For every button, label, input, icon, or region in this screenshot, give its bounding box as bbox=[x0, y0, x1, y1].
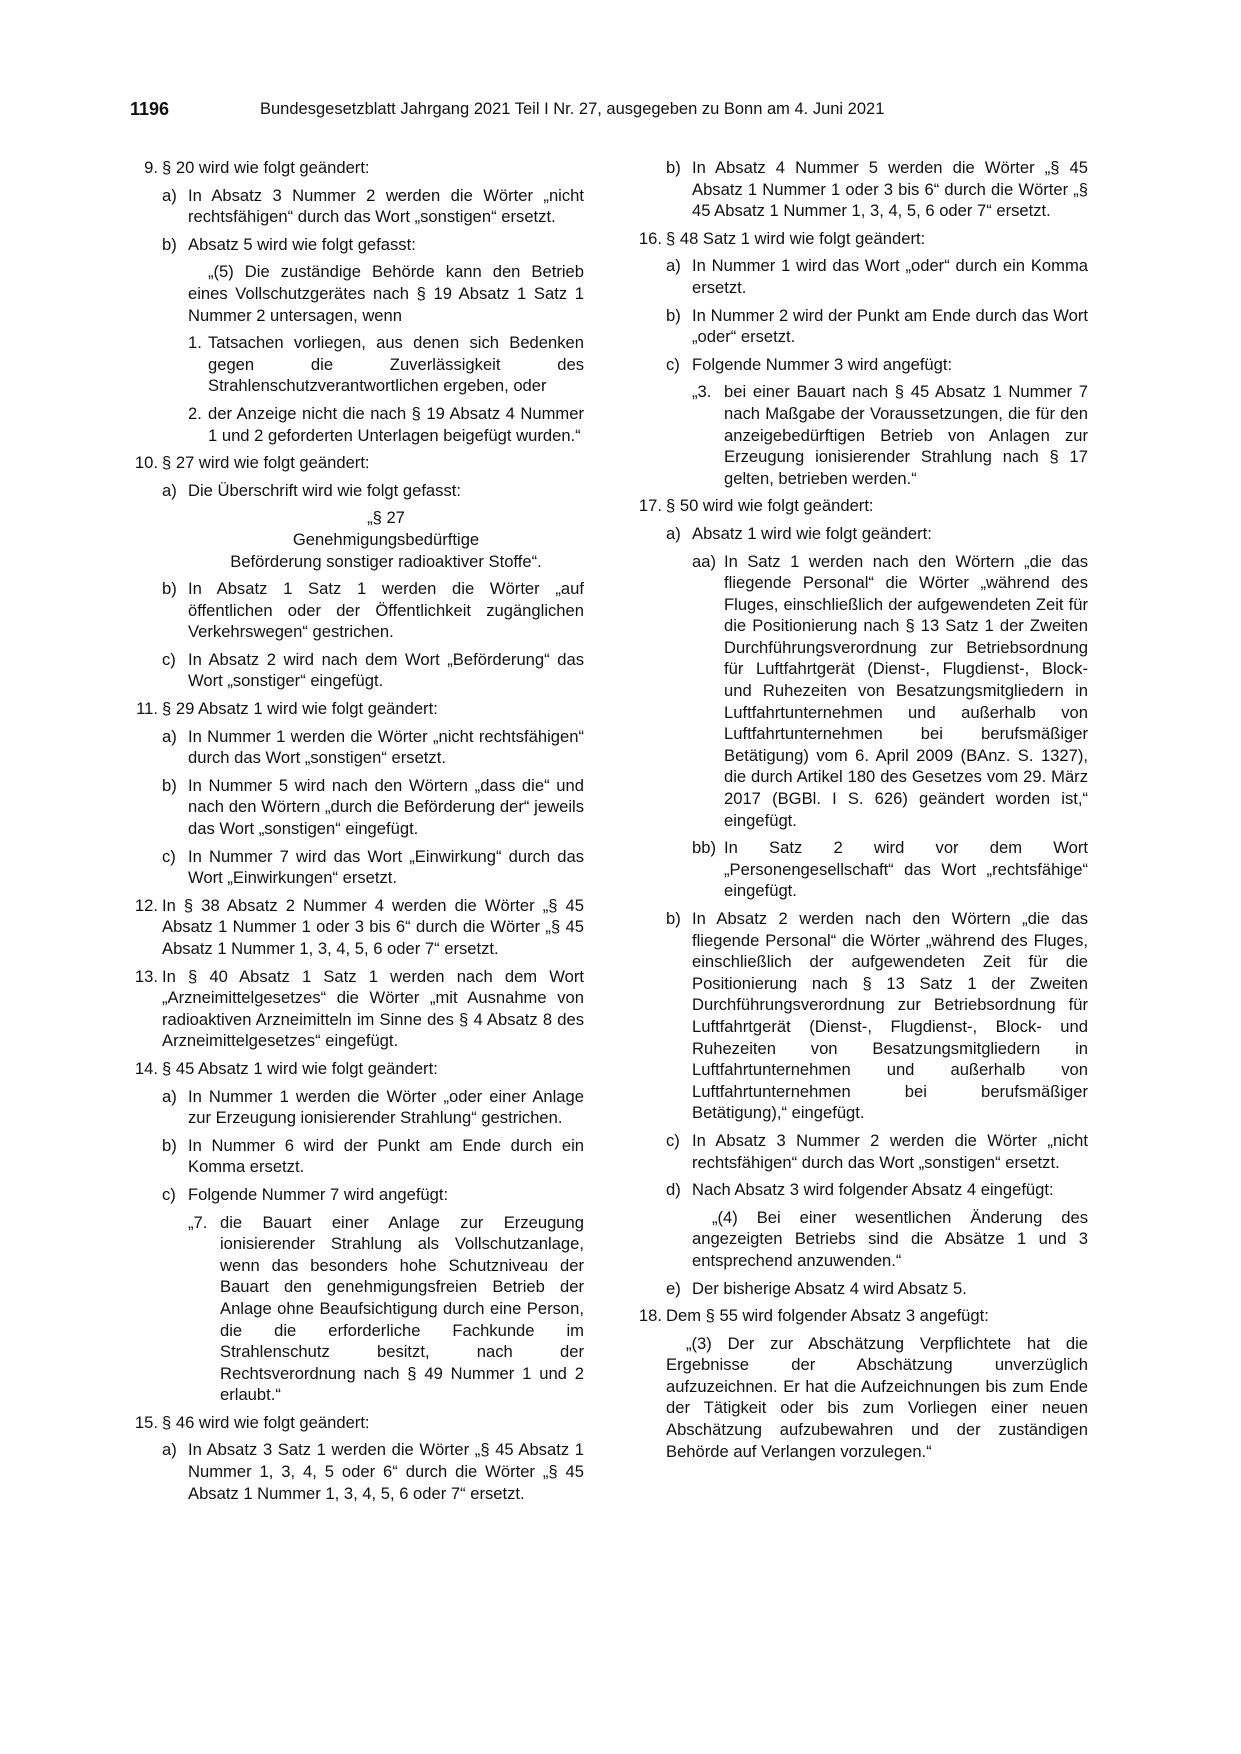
item-text: In § 38 Absatz 2 Nummer 4 werden die Wörter „§ 45 Absatz 1 Nummer 1 oder 3 bis 6“ durch die Wörter „§ 45 Absatz 1 Nummer 1, 3, 4, 5, 6 oder 7“ ersetzt. bbox=[162, 895, 584, 958]
item-14 bbox=[130, 1058, 584, 1080]
sub-a bbox=[162, 1086, 584, 1129]
item-number: 16. bbox=[638, 228, 662, 248]
item-number: 14. bbox=[134, 1058, 158, 1078]
sub-c bbox=[162, 846, 584, 889]
sub-a bbox=[162, 726, 584, 769]
item-15-cont bbox=[634, 157, 1088, 222]
sub-text: In Absatz 2 werden nach den Wörtern „die das fliegende Personal“ die Wörter „während des Fluges, einschließlich der aufgewendeten Zeit für die Positionierung nach § 13 Satz 1 der Zweiten Durchführungsverordnung zur Betriebsordnung für Luftfahrtgerät (Dienst-, Flugdienst-, Block- und Ruhezeiten von Besatzungsmitgliedern in Luftfahrtunternehmen und außerhalb von Luftfahrtunternehmen bei berufsmäßiger Betätigung),“ eingefügt. bbox=[692, 909, 1088, 1123]
list-label: 2. bbox=[188, 403, 202, 423]
item-11 bbox=[130, 698, 584, 720]
subsub-label: bb) bbox=[692, 838, 716, 858]
sub-a bbox=[162, 1439, 584, 1504]
item-number: 10. bbox=[134, 453, 158, 473]
item-18-quote bbox=[634, 1333, 1088, 1463]
list-label: 1. bbox=[188, 333, 202, 353]
sub-label: a) bbox=[162, 1086, 177, 1106]
sub-c bbox=[666, 354, 1088, 376]
sub-b bbox=[162, 1135, 584, 1178]
list-text: die Bauart einer Anlage zur Erzeugung ionisierender Strahlung als Vollschutzanlage, wenn das besonders hohe Schutzniveau der Bauart den genehmigungsfreien Betrieb der Anlage ohne Beaufsichtigung durch eine Person, die die erforderliche Fachkunde im Strahlenschutz besitzt, nach der Rechtsverordnung nach § 49 Nummer 1 und 2 erlaubt.“ bbox=[220, 1212, 584, 1405]
sub-text: In Absatz 3 Nummer 2 werden die Wörter „nicht rechtsfähigen“ durch das Wort „sonstigen“ ersetzt. bbox=[692, 1130, 1088, 1172]
sub-label: c) bbox=[162, 1184, 176, 1204]
sub-a bbox=[666, 255, 1088, 298]
sub-text: In Absatz 3 Nummer 2 werden die Wörter „nicht rechtsfähigen“ durch das Wort „sonstigen“ ersetzt. bbox=[188, 185, 584, 227]
sub-text: In Absatz 1 Satz 1 werden die Wörter „auf öffentlichen oder der Öffentlichkeit zugänglichen Verkehrswegen“ gestrichen. bbox=[188, 579, 584, 642]
sub-text: In Nummer 5 wird nach den Wörtern „dass die“ und nach den Wörtern „durch die Beförderung der“ jeweils das Wort „sonstigen“ eingefügt. bbox=[188, 775, 584, 839]
sub-label: e) bbox=[666, 1278, 681, 1298]
subsub-bb bbox=[692, 837, 1088, 902]
item-17 bbox=[634, 495, 1088, 517]
item-number: 18. bbox=[638, 1306, 662, 1326]
sub-text: Die Überschrift wird wie folgt gefasst: bbox=[188, 480, 461, 500]
left-column bbox=[130, 157, 584, 1510]
sub-label: b) bbox=[162, 775, 177, 795]
item-18 bbox=[634, 1305, 1088, 1327]
sub-label: a) bbox=[162, 726, 177, 746]
subsub-text: In Satz 2 wird vor dem Wort „Personengesellschaft“ das Wort „rechtsfähige“ eingefügt. bbox=[724, 838, 1088, 901]
item-12 bbox=[130, 895, 584, 960]
quote-list-item bbox=[188, 332, 584, 397]
sub-label: c) bbox=[666, 1130, 680, 1150]
list-label: „7. bbox=[188, 1212, 208, 1232]
subsub-aa bbox=[692, 551, 1088, 832]
quote-list-item bbox=[188, 403, 584, 446]
sub-text: Nach Absatz 3 wird folgender Absatz 4 eingefügt: bbox=[692, 1180, 1054, 1200]
item-text: In § 40 Absatz 1 Satz 1 werden nach dem Wort „Arzneimittelgesetzes“ die Wörter „mit Ausnahme von radioaktiven Arzneimitteln im Sinne des § 4 Absatz 8 des Arzneimittelgesetzes“ eingefügt. bbox=[162, 966, 584, 1051]
item-10 bbox=[130, 452, 584, 474]
sub-text: In Absatz 2 wird nach dem Wort „Beförderung“ das Wort „sonstiger“ eingefügt. bbox=[188, 649, 584, 691]
item-number: 12. bbox=[134, 895, 158, 915]
sub-text: Folgende Nummer 7 wird angefügt: bbox=[188, 1184, 449, 1204]
quote-text: „(3) Der zur Abschätzung Verpflichtete hat die Ergebnisse der Abschätzung unverzüglich aufzuzeichnen. Er hat die Aufzeichnungen bis zum Ende der Tätigkeit oder bis zum Vorliegen einer neuen Abschätzung aufzubewahren und der zuständigen Behörde auf Verlangen vorzulegen.“ bbox=[666, 1333, 1088, 1461]
sub-label: a) bbox=[162, 1440, 177, 1460]
item-text: § 29 Absatz 1 wird wie folgt geändert: bbox=[162, 699, 438, 719]
sub-text: Folgende Nummer 3 wird angefügt: bbox=[692, 354, 953, 374]
item-number: 13. bbox=[134, 966, 158, 986]
sub-label: a) bbox=[162, 480, 177, 500]
sub-b bbox=[162, 578, 584, 643]
list-text: Tatsachen vorliegen, aus denen sich Bedenken gegen die Zuverlässigkeit des Strahlenschutzverantwortlichen ergeben, oder bbox=[208, 333, 584, 396]
list-label: „3. bbox=[692, 382, 712, 402]
sub-c bbox=[162, 1184, 584, 1206]
sub-b bbox=[666, 305, 1088, 348]
sub-label: b) bbox=[666, 909, 681, 928]
item-text: § 46 wird wie folgt geändert: bbox=[162, 1412, 370, 1432]
item-text: § 27 wird wie folgt geändert: bbox=[162, 453, 370, 473]
item-number: 15. bbox=[134, 1412, 158, 1432]
quote-block bbox=[666, 1207, 1088, 1272]
item-16 bbox=[634, 228, 1088, 250]
sub-a bbox=[162, 480, 584, 502]
page-number: 1196 bbox=[130, 99, 170, 119]
sub-text: In Nummer 1 werden die Wörter „oder einer Anlage zur Erzeugung ionisierender Strahlung“ gestrichen. bbox=[188, 1086, 584, 1128]
sub-label: b) bbox=[162, 234, 177, 254]
subsub-block bbox=[666, 551, 1088, 903]
quote-block bbox=[162, 261, 584, 446]
subsub-text: In Satz 1 werden nach den Wörtern „die das fliegende Personal“ die Wörter „während des Fluges, einschließlich der aufgewendeten Zeit für die Positionierung nach § 13 Satz 1 der Zweiten Durchführungsverordnung zur Betriebsordnung für Luftfahrtgerät (Dienst-, Flugdienst-, Block- und Ruhezeiten von Besatzungsmitgliedern in Luftfahrtunternehmen und außerhalb von Luftfahrtunternehmen bei berufsmäßiger Betätigung) vom 6. April 2009 (BAnz. S. 1327), die durch Artikel 180 des Gesetzes vom 29. März 2017 (BGBl. I S. 626) geändert worden ist,“ eingefügt. bbox=[724, 551, 1088, 830]
sub-a bbox=[162, 185, 584, 228]
sub-label: d) bbox=[666, 1180, 681, 1200]
sub-label: b) bbox=[162, 579, 177, 599]
sub-label: a) bbox=[666, 256, 681, 276]
sub-text: In Nummer 7 wird das Wort „Einwirkung“ durch das Wort „Einwirkungen“ ersetzt. bbox=[188, 846, 584, 888]
item-11-subs bbox=[130, 726, 584, 889]
item-9 bbox=[130, 157, 584, 179]
sub-text: In Absatz 4 Nummer 5 werden die Wörter „§ 45 Absatz 1 Nummer 1 oder 3 bis 6“ durch die Wörter „§ 45 Absatz 1 Nummer 1, 3, 4, 5, 6 oder 7“ ersetzt. bbox=[692, 158, 1088, 221]
sub-d bbox=[666, 1179, 1088, 1201]
sub-text: In Nummer 1 werden die Wörter „nicht rechtsfähigen“ durch das Wort „sonstigen“ ersetzt. bbox=[188, 726, 584, 768]
sub-label: a) bbox=[666, 523, 681, 543]
sub-label: b) bbox=[162, 1135, 177, 1155]
section-heading-quote bbox=[162, 507, 584, 572]
quote-text: „(5) Die zuständige Behörde kann den Betrieb eines Vollschutzgerätes nach § 19 Absatz 1 Satz 1 Nummer 2 untersagen, wenn bbox=[188, 262, 584, 325]
sub-label: b) bbox=[666, 158, 681, 177]
item-9-subs bbox=[130, 185, 584, 447]
sub-text: Absatz 5 wird wie folgt gefasst: bbox=[188, 234, 416, 254]
item-15-subs bbox=[130, 1439, 584, 1504]
sub-b bbox=[162, 775, 584, 840]
sub-text: In Nummer 1 wird das Wort „oder“ durch ein Komma ersetzt. bbox=[692, 256, 1088, 297]
sub-e bbox=[666, 1278, 1088, 1300]
sub-text: In Absatz 3 Satz 1 werden die Wörter „§ 45 Absatz 1 Nummer 1, 3, 4, 5 oder 6“ durch die Wörter „§ 45 Absatz 1 Nummer 1, 3, 4, 5, 6 oder 7“ ersetzt. bbox=[188, 1440, 584, 1503]
sub-text: Der bisherige Absatz 4 wird Absatz 5. bbox=[692, 1278, 967, 1298]
sub-label: a) bbox=[162, 185, 177, 205]
sub-text: In Nummer 2 wird der Punkt am Ende durch das Wort „oder“ ersetzt. bbox=[692, 305, 1088, 347]
item-text: Dem § 55 wird folgender Absatz 3 angefügt: bbox=[666, 1306, 989, 1326]
list-text: bei einer Bauart nach § 45 Absatz 1 Nummer 7 nach Maßgabe der Voraussetzungen, die für den anzeigebedürftigen Betrieb von Anlagen zur Erzeugung ionisierender Strahlung nach § 17 gelten, betrieben werden.“ bbox=[724, 382, 1088, 488]
heading-line: Beförderung sonstiger radioaktiver Stoffe“. bbox=[230, 551, 542, 571]
heading-line: Genehmigungsbedürftige bbox=[292, 529, 480, 549]
right-column bbox=[634, 157, 1088, 1468]
sub-text: In Nummer 6 wird der Punkt am Ende durch ein Komma ersetzt. bbox=[188, 1135, 584, 1177]
item-text: § 50 wird wie folgt geändert: bbox=[666, 496, 874, 516]
item-10-subs bbox=[130, 480, 584, 692]
page-header bbox=[130, 99, 990, 123]
sub-label: b) bbox=[666, 305, 681, 325]
item-text: § 20 wird wie folgt geändert: bbox=[162, 158, 370, 177]
sub-a bbox=[666, 523, 1088, 545]
sub-label: c) bbox=[162, 649, 176, 669]
sub-b bbox=[666, 157, 1088, 222]
list-text: der Anzeige nicht die nach § 19 Absatz 4 Nummer 1 und 2 geforderten Unterlagen beigefügt wurden.“ bbox=[208, 403, 584, 445]
item-17-subs bbox=[634, 523, 1088, 1299]
sub-label: c) bbox=[666, 354, 680, 374]
sub-b bbox=[162, 234, 584, 256]
quote-list-item bbox=[188, 1212, 584, 1406]
item-number: 17. bbox=[638, 496, 662, 516]
quote-list-item bbox=[692, 381, 1088, 489]
sub-c bbox=[666, 1130, 1088, 1173]
item-number: 11. bbox=[136, 699, 158, 719]
item-14-subs bbox=[130, 1086, 584, 1406]
sub-b bbox=[666, 908, 1088, 1124]
item-number: 9. bbox=[144, 158, 158, 177]
subsub-label: aa) bbox=[692, 551, 716, 571]
item-15 bbox=[130, 1412, 584, 1434]
quote-text: „(4) Bei einer wesentlichen Änderung des angezeigten Betriebs sind die Absätze 1 und 3 entsprechend anzuwenden.“ bbox=[692, 1207, 1088, 1270]
sub-text: Absatz 1 wird wie folgt geändert: bbox=[692, 523, 932, 543]
sub-label: c) bbox=[162, 846, 176, 866]
header-title: Bundesgesetzblatt Jahrgang 2021 Teil I Nr. 27, ausgegeben zu Bonn am 4. Juni 2021 bbox=[260, 100, 885, 118]
heading-line: „§ 27 bbox=[367, 508, 405, 528]
item-text: § 45 Absatz 1 wird wie folgt geändert: bbox=[162, 1058, 438, 1078]
item-text: § 48 Satz 1 wird wie folgt geändert: bbox=[666, 228, 926, 248]
item-13 bbox=[130, 966, 584, 1052]
sub-c bbox=[162, 649, 584, 692]
item-16-subs bbox=[634, 255, 1088, 489]
